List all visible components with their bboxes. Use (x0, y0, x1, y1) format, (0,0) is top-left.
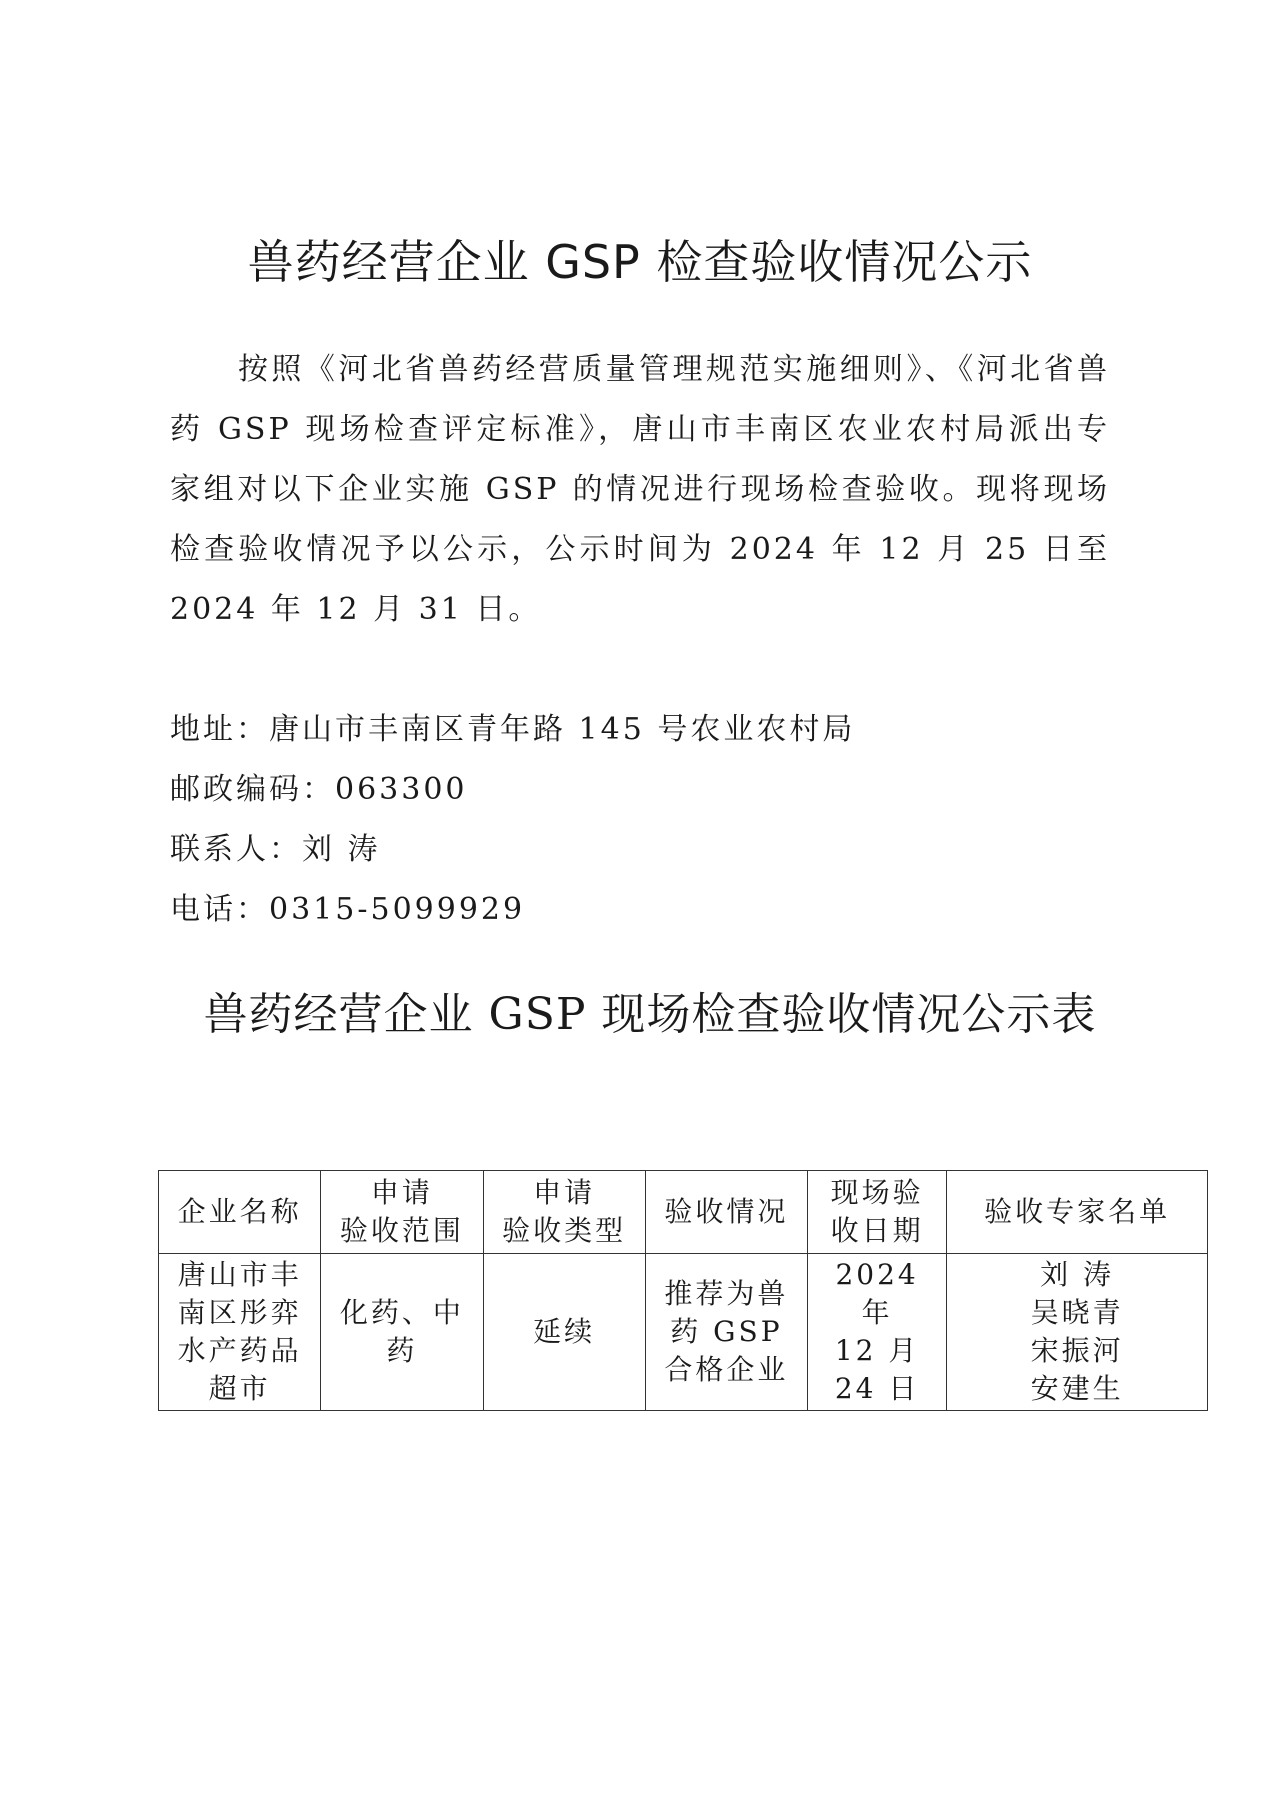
header-date: 现场验 收日期 (808, 1171, 947, 1254)
notice-paragraph: 按照《河北省兽药经营质量管理规范实施细则》、《河北省兽药 GSP 现场检查评定标准》，唐山市丰南区农业农村局派出专家组对以下企业实施 GSP 的情况进行现场检查验收。现将现场检查验收情况予以公示，公示时间为 2024 年 12 月 25 日至 2024 年 12 月 31 日。 (170, 352, 1110, 627)
cell-company-name: 唐山市丰 南区彤弈 水产药品 超市 (159, 1254, 321, 1411)
header-result: 验收情况 (645, 1171, 807, 1254)
header-scope: 申请 验收范围 (321, 1171, 483, 1254)
cell-experts: 刘 涛 吴晓青 宋振河 安建生 (947, 1254, 1208, 1411)
contact-address: 地址：唐山市丰南区青年路 145 号农业农村局 (170, 712, 856, 747)
header-type: 申请 验收类型 (483, 1171, 645, 1254)
table-header-row (159, 1171, 1208, 1254)
cell-date: 2024 年 12 月 24 日 (808, 1254, 947, 1411)
cell-type: 延续 (483, 1254, 645, 1411)
cell-result: 推荐为兽 药 GSP 合格企业 (645, 1254, 807, 1411)
contact-person: 联系人：刘 涛 (170, 832, 381, 867)
cell-scope: 化药、中 药 (321, 1254, 483, 1411)
table-row (159, 1254, 1208, 1411)
publicity-table (158, 1170, 1208, 1411)
header-experts: 验收专家名单 (947, 1171, 1208, 1254)
page-title: 兽药经营企业 GSP 检查验收情况公示 (247, 235, 1033, 289)
table-title: 兽药经营企业 GSP 现场检查验收情况公示表 (203, 989, 1097, 1040)
contact-info (170, 700, 855, 940)
contact-postcode: 邮政编码：063300 (170, 772, 468, 807)
contact-phone: 电话：0315-5099929 (170, 892, 526, 927)
header-company-name: 企业名称 (159, 1171, 321, 1254)
